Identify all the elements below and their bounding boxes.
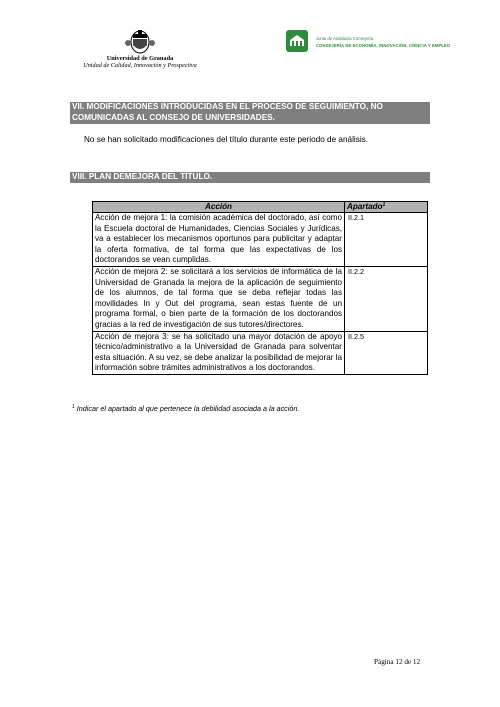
university-crest-icon <box>122 28 158 56</box>
footnote-text: Indicar el apartado al que pertenece la debilidad asociada a la acción. <box>76 404 300 413</box>
col-apartado-footnote-mark: 1 <box>382 202 386 208</box>
section8-title: VIII. PLAN DEMEJORA DEL TÍTULO. <box>70 172 430 183</box>
col-apartado-label: Apartado <box>347 202 383 211</box>
university-name: Universidad de Granada <box>106 55 174 62</box>
table-row <box>93 213 428 267</box>
apartado-cell: II.2.1 <box>345 213 428 267</box>
table-footnote <box>72 404 299 413</box>
accion-cell: Acción de mejora 3: se ha solicitado una mayor dotación de apoyo técnico/administrativo a la Universidad de Granada para solventar esta situación. A su vez, se debe analizar la posibilidad de mejorar la información sobre trámites administrativos a los doctorandos. <box>93 331 345 374</box>
junta-line2: CONSEJERÍA DE ECONOMÍA, INNOVACIÓN, CIENCIA Y EMPLEO <box>316 43 451 48</box>
apartado-cell: II.2.2 <box>345 266 428 331</box>
improvement-plan-table <box>92 201 428 375</box>
col-accion-header: Acción <box>93 202 345 213</box>
section7-title: VII. MODIFICACIONES INTRODUCIDAS EN EL PROCESO DE SEGUIMIENTO, NO COMUNICADAS AL CONSEJO DE UNIVERSIDADES. <box>70 102 430 124</box>
table-header-row <box>93 202 428 213</box>
university-unit: Unidad de Calidad, Innovación y Prospectiva <box>83 62 197 69</box>
table-row <box>93 331 428 374</box>
table-row <box>93 266 428 331</box>
accion-cell: Acción de mejora 2: se solicitará a los servicios de informática de la Universidad de Granada la mejora de la aplicación de seguimiento de los alumnos, de tal forma que se deba reflejar todas las movilidades In y Out del programa, sean estas fuente de un programa formal, o bien parte de la formación de los doctorandos gracias a la red de investigación de sus tutores/directores. <box>93 266 345 331</box>
apartado-cell: II.2.5 <box>345 331 428 374</box>
page-number: Página 12 de 12 <box>374 658 421 666</box>
col-apartado-header <box>345 202 428 213</box>
junta-andalucia-logo-icon <box>282 28 312 54</box>
section7-body: No se han solicitado modificaciones del título durante este periodo de análisis. <box>84 135 369 144</box>
footnote-mark: 1 <box>72 404 75 410</box>
accion-cell: Acción de mejora 1: la comisión académica del doctorado, así como la Escuela doctoral de Humanidades, Ciencias Sociales y Jurídicas, va a establecer los mecanismos oportunos para publicitar y adaptar la oferta formativa, de tal forma que las expectativas de los doctorandos se vean cumplidas. <box>93 213 345 267</box>
junta-line1: Junta de Andalucía Consejería <box>316 36 374 41</box>
